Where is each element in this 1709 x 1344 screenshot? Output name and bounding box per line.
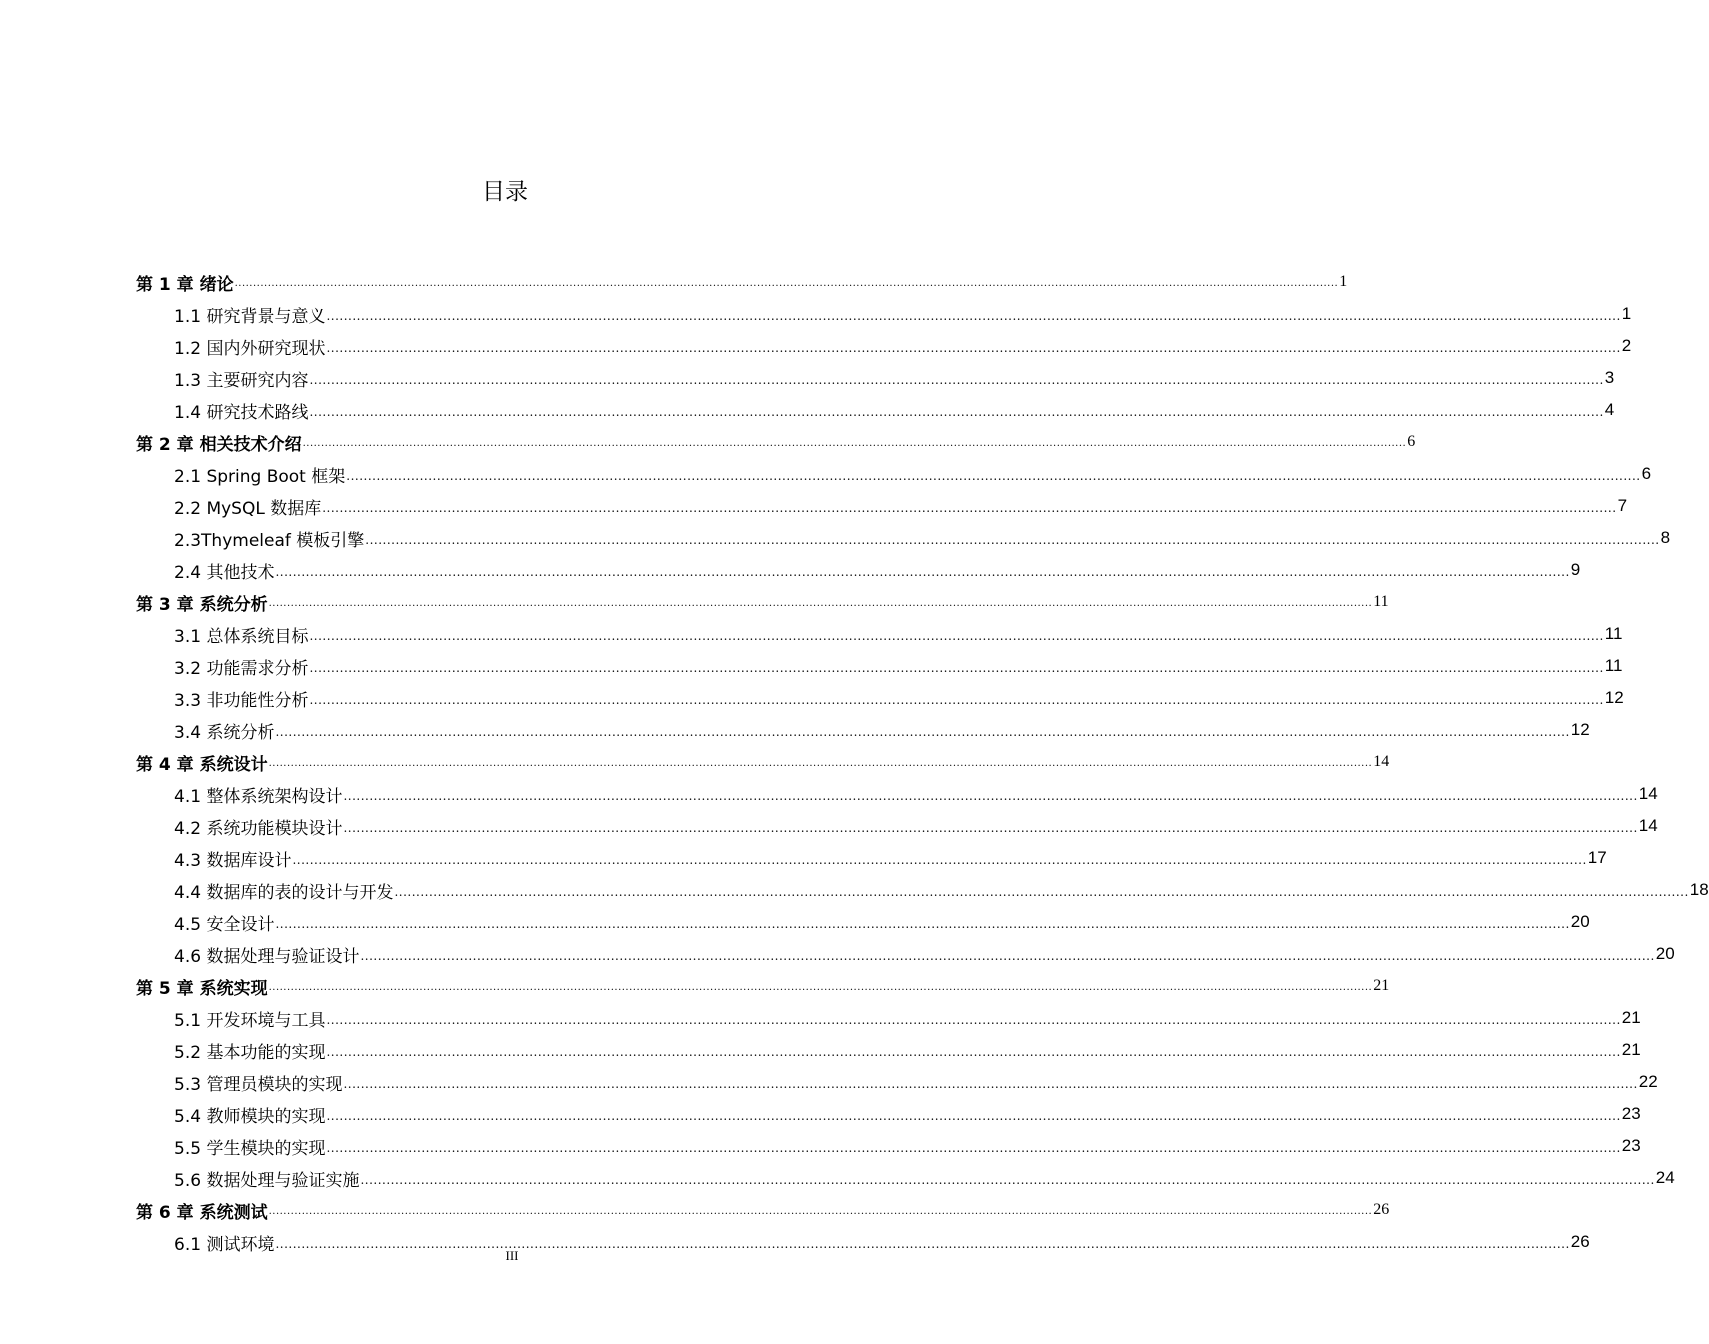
toc-entry-label: 5.2 基本功能的实现 xyxy=(174,1042,326,1063)
toc-chapter-entry[interactable] xyxy=(0,746,1390,778)
dot-leader: ............................................................................................................................................................................................................................................................................................................ xyxy=(268,982,1373,993)
toc-section-entry[interactable] xyxy=(0,362,1615,394)
toc-entry-label: 2.2 MySQL 数据库 xyxy=(174,498,322,519)
toc-section-entry[interactable] xyxy=(0,522,1671,554)
toc-entry-label: 6.1 测试环境 xyxy=(174,1234,275,1255)
toc-section-entry[interactable] xyxy=(0,458,1652,490)
toc-entry-page: 14 xyxy=(1373,753,1390,770)
dot-leader: ............................................................................................................................................................................................................................................................................................................ xyxy=(309,405,1604,419)
toc-section-entry[interactable] xyxy=(0,650,1623,682)
toc-entry-page: 11 xyxy=(1604,656,1623,675)
toc-entry-label: 3.2 功能需求分析 xyxy=(174,658,309,679)
toc-entry-page: 7 xyxy=(1617,496,1628,515)
dot-leader: ............................................................................................................................................................................................................................................................................................................ xyxy=(275,565,1570,579)
toc-entry-label: 1.3 主要研究内容 xyxy=(174,370,309,391)
toc-entry-page: 4 xyxy=(1604,400,1615,419)
dot-leader: ............................................................................................................................................................................................................................................................................................................ xyxy=(343,789,1638,803)
page-title: 目录 xyxy=(482,179,528,205)
toc-entry-label: 第 3 章 系统分析 xyxy=(136,594,268,615)
toc-entry-label: 第 4 章 系统设计 xyxy=(136,754,268,775)
toc-entry-page: 6 xyxy=(1641,464,1652,483)
toc-entry-label: 5.6 数据处理与验证实施 xyxy=(174,1170,360,1191)
toc-entry-page: 9 xyxy=(1570,560,1581,579)
toc-chapter-entry[interactable] xyxy=(0,586,1389,618)
toc-section-entry[interactable] xyxy=(0,778,1658,810)
dot-leader: ............................................................................................................................................................................................................................................................................................................ xyxy=(309,629,1604,643)
dot-leader: ............................................................................................................................................................................................................................................................................................................ xyxy=(309,373,1604,387)
toc-chapter-entry[interactable] xyxy=(0,426,1416,458)
toc-entry-page: 1 xyxy=(1621,304,1632,323)
toc-section-entry[interactable] xyxy=(0,1098,1641,1130)
toc-chapter-entry[interactable] xyxy=(0,970,1390,1002)
toc-entry-label: 5.3 管理员模块的实现 xyxy=(174,1074,343,1095)
toc-entry-page: 3 xyxy=(1604,368,1615,387)
toc-entry-page: 14 xyxy=(1638,816,1658,835)
toc-section-entry[interactable] xyxy=(0,1002,1641,1034)
toc-entry-label: 2.3Thymeleaf 模板引擎 xyxy=(174,530,365,551)
toc-entry-page: 20 xyxy=(1655,944,1675,963)
toc-section-entry[interactable] xyxy=(0,1130,1641,1162)
toc-entry-page: 21 xyxy=(1621,1008,1641,1027)
toc-section-entry[interactable] xyxy=(0,1066,1658,1098)
toc-entry-label: 3.3 非功能性分析 xyxy=(174,690,309,711)
toc-entry-page: 20 xyxy=(1570,912,1590,931)
toc-entry-label: 4.2 系统功能模块设计 xyxy=(174,818,343,839)
toc-entry-page: 11 xyxy=(1373,593,1389,610)
toc-section-entry[interactable] xyxy=(0,906,1590,938)
toc-chapter-entry[interactable] xyxy=(0,1194,1390,1226)
toc-entry-page: 22 xyxy=(1638,1072,1658,1091)
toc-section-entry[interactable] xyxy=(0,330,1632,362)
toc-entry-page: 23 xyxy=(1621,1104,1641,1123)
toc-entry-label: 4.5 安全设计 xyxy=(174,914,275,935)
dot-leader: ............................................................................................................................................................................................................................................................................................................ xyxy=(360,1173,1655,1187)
dot-leader: ............................................................................................................................................................................................................................................................................................................ xyxy=(346,469,1641,483)
toc-entry-label: 1.1 研究背景与意义 xyxy=(174,306,326,327)
toc-entry-page: 2 xyxy=(1621,336,1632,355)
toc-entry-page: 21 xyxy=(1373,977,1390,994)
toc-entry-label: 4.3 数据库设计 xyxy=(174,850,292,871)
toc-entry-page: 11 xyxy=(1604,624,1623,643)
dot-leader: ............................................................................................................................................................................................................................................................................................................ xyxy=(268,1206,1373,1217)
toc-entry-label: 4.1 整体系统架构设计 xyxy=(174,786,343,807)
dot-leader: ............................................................................................................................................................................................................................................................................................................ xyxy=(275,917,1570,931)
toc-entry-page: 17 xyxy=(1587,848,1607,867)
dot-leader: ............................................................................................................................................................................................................................................................................................................ xyxy=(343,821,1638,835)
dot-leader: ............................................................................................................................................................................................................................................................................................................ xyxy=(309,661,1604,675)
dot-leader: ............................................................................................................................................................................................................................................................................................................ xyxy=(326,1013,1621,1027)
toc-entry-page: 14 xyxy=(1638,784,1658,803)
toc-entry-label: 5.5 学生模块的实现 xyxy=(174,1138,326,1159)
toc-section-entry[interactable] xyxy=(0,554,1581,586)
toc-section-entry[interactable] xyxy=(0,298,1632,330)
toc-entry-label: 第 2 章 相关技术介绍 xyxy=(136,434,302,455)
toc-entry-label: 2.1 Spring Boot 框架 xyxy=(174,466,346,487)
toc-entry-page: 12 xyxy=(1570,720,1590,739)
toc-entry-label: 第 6 章 系统测试 xyxy=(136,1202,268,1223)
toc-section-entry[interactable] xyxy=(0,842,1607,874)
dot-leader: ............................................................................................................................................................................................................................................................................................................ xyxy=(302,438,1407,449)
dot-leader: ............................................................................................................................................................................................................................................................................................................ xyxy=(322,501,1617,515)
dot-leader: ............................................................................................................................................................................................................................................................................................................ xyxy=(234,278,1339,289)
dot-leader: ............................................................................................................................................................................................................................................................................................................ xyxy=(326,1045,1621,1059)
dot-leader: ............................................................................................................................................................................................................................................................................................................ xyxy=(326,1141,1621,1155)
toc-section-entry[interactable] xyxy=(0,1162,1675,1194)
table-of-contents xyxy=(0,266,1709,1258)
toc-entry-page: 18 xyxy=(1689,880,1709,899)
toc-entry-page: 21 xyxy=(1621,1040,1641,1059)
toc-entry-page: 6 xyxy=(1407,433,1416,450)
dot-leader: ............................................................................................................................................................................................................................................................................................................ xyxy=(343,1077,1638,1091)
toc-section-entry[interactable] xyxy=(0,810,1658,842)
dot-leader: ............................................................................................................................................................................................................................................................................................................ xyxy=(275,725,1570,739)
toc-entry-label: 5.4 教师模块的实现 xyxy=(174,1106,326,1127)
toc-entry-page: 23 xyxy=(1621,1136,1641,1155)
dot-leader: ............................................................................................................................................................................................................................................................................................................ xyxy=(326,309,1621,323)
toc-entry-page: 26 xyxy=(1373,1201,1390,1218)
toc-entry-page: 24 xyxy=(1655,1168,1675,1187)
toc-chapter-entry[interactable] xyxy=(0,266,1348,298)
toc-entry-label: 4.4 数据库的表的设计与开发 xyxy=(174,882,394,903)
page-number: III xyxy=(505,1248,519,1263)
dot-leader: ............................................................................................................................................................................................................................................................................................................ xyxy=(309,693,1604,707)
toc-entry-label: 第 5 章 系统实现 xyxy=(136,978,268,999)
toc-entry-label: 3.4 系统分析 xyxy=(174,722,275,743)
dot-leader: ............................................................................................................................................................................................................................................................................................................ xyxy=(360,949,1655,963)
toc-entry-label: 1.4 研究技术路线 xyxy=(174,402,309,423)
dot-leader: ............................................................................................................................................................................................................................................................................................................ xyxy=(394,885,1689,899)
toc-entry-page: 26 xyxy=(1570,1232,1590,1251)
toc-entry-label: 1.2 国内外研究现状 xyxy=(174,338,326,359)
toc-section-entry[interactable] xyxy=(0,682,1624,714)
toc-entry-label: 2.4 其他技术 xyxy=(174,562,275,583)
toc-entry-page: 8 xyxy=(1660,528,1671,547)
toc-entry-label: 4.6 数据处理与验证设计 xyxy=(174,946,360,967)
toc-entry-page: 1 xyxy=(1339,273,1348,290)
dot-leader: ............................................................................................................................................................................................................................................................................................................ xyxy=(275,1237,1570,1251)
dot-leader: ............................................................................................................................................................................................................................................................................................................ xyxy=(292,853,1587,867)
toc-entry-label: 5.1 开发环境与工具 xyxy=(174,1010,326,1031)
toc-section-entry[interactable] xyxy=(0,490,1628,522)
toc-section-entry[interactable] xyxy=(0,1034,1641,1066)
dot-leader: ............................................................................................................................................................................................................................................................................................................ xyxy=(268,598,1373,609)
dot-leader: ............................................................................................................................................................................................................................................................................................................ xyxy=(268,758,1373,769)
toc-entry-label: 3.1 总体系统目标 xyxy=(174,626,309,647)
toc-section-entry[interactable] xyxy=(0,938,1675,970)
toc-section-entry[interactable] xyxy=(0,874,1709,906)
dot-leader: ............................................................................................................................................................................................................................................................................................................ xyxy=(365,533,1660,547)
dot-leader: ............................................................................................................................................................................................................................................................................................................ xyxy=(326,1109,1621,1123)
toc-section-entry[interactable] xyxy=(0,394,1615,426)
toc-section-entry[interactable] xyxy=(0,618,1623,650)
dot-leader: ............................................................................................................................................................................................................................................................................................................ xyxy=(326,341,1621,355)
toc-entry-label: 第 1 章 绪论 xyxy=(136,274,234,295)
toc-section-entry[interactable] xyxy=(0,714,1590,746)
toc-entry-page: 12 xyxy=(1604,688,1624,707)
